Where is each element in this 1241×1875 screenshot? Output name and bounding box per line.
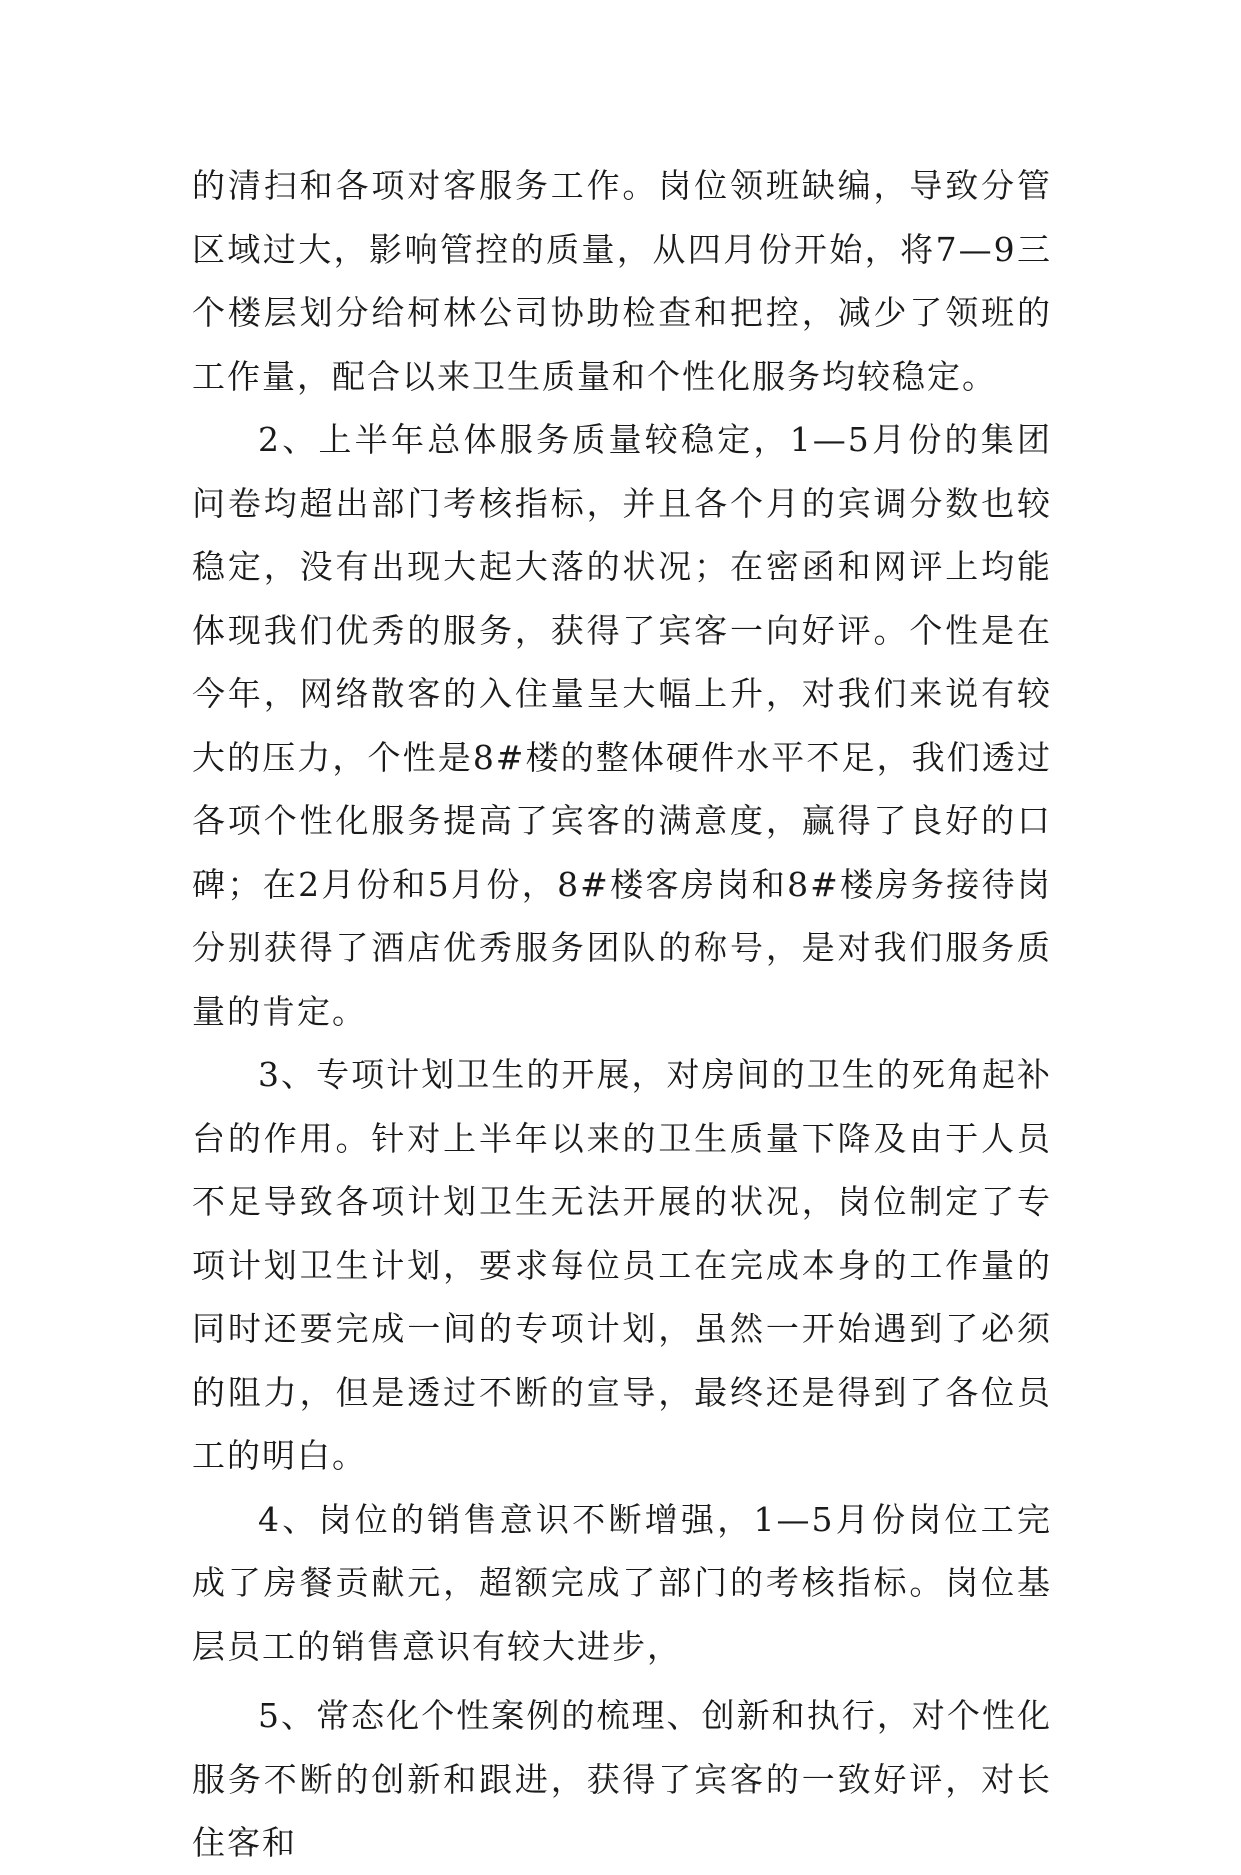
paragraph-continuation: 的清扫和各项对客服务工作。岗位领班缺编，导致分管区域过大，影响管控的质量，从四月份开始，将7—9三个楼层划分给柯林公司协助检查和把控，减少了领班的工作量，配合以来卫生质量和个性化服务均较稳定。 <box>192 166 1052 396</box>
document-body <box>192 154 1052 1875</box>
paragraph-item-5: 5、常态化个性案例的梳理、创新和执行，对个性化服务不断的创新和跟进，获得了宾客的一致好评，对长住客和 <box>192 1696 1052 1862</box>
paragraph-item-4: 4、岗位的销售意识不断增强，1—5月份岗位工完成了房餐贡献元，超额完成了部门的考核指标。岗位基层员工的销售意识有较大进步， <box>192 1499 1052 1666</box>
paragraph-item-2: 2、上半年总体服务质量较稳定，1—5月份的集团问卷均超出部门考核指标，并且各个月的宾调分数也较稳定，没有出现大起大落的状况；在密函和网评上均能体现我们优秀的服务，获得了宾客一向好评。个性是在今年，网络散客的入住量呈大幅上升，对我们来说有较大的压力，个性是8#楼的整体硬件水平不足，我们透过各项个性化服务提高了宾客的满意度，赢得了良好的口碑；在2月份和5月份，8#楼客房岗和8#楼房务接待岗分别获得了酒店优秀服务团队的称号，是对我们服务质量的肯定。 <box>192 420 1052 1031</box>
paragraph-item-3: 3、专项计划卫生的开展，对房间的卫生的死角起补台的作用。针对上半年以来的卫生质量下降及由于人员不足导致各项计划卫生无法开展的状况，岗位制定了专项计划卫生计划，要求每位员工在完成本身的工作量的同时还要完成一间的专项计划，虽然一开始遇到了必须的阻力，但是透过不断的宣导，最终还是得到了各位员工的明白。 <box>192 1055 1052 1475</box>
